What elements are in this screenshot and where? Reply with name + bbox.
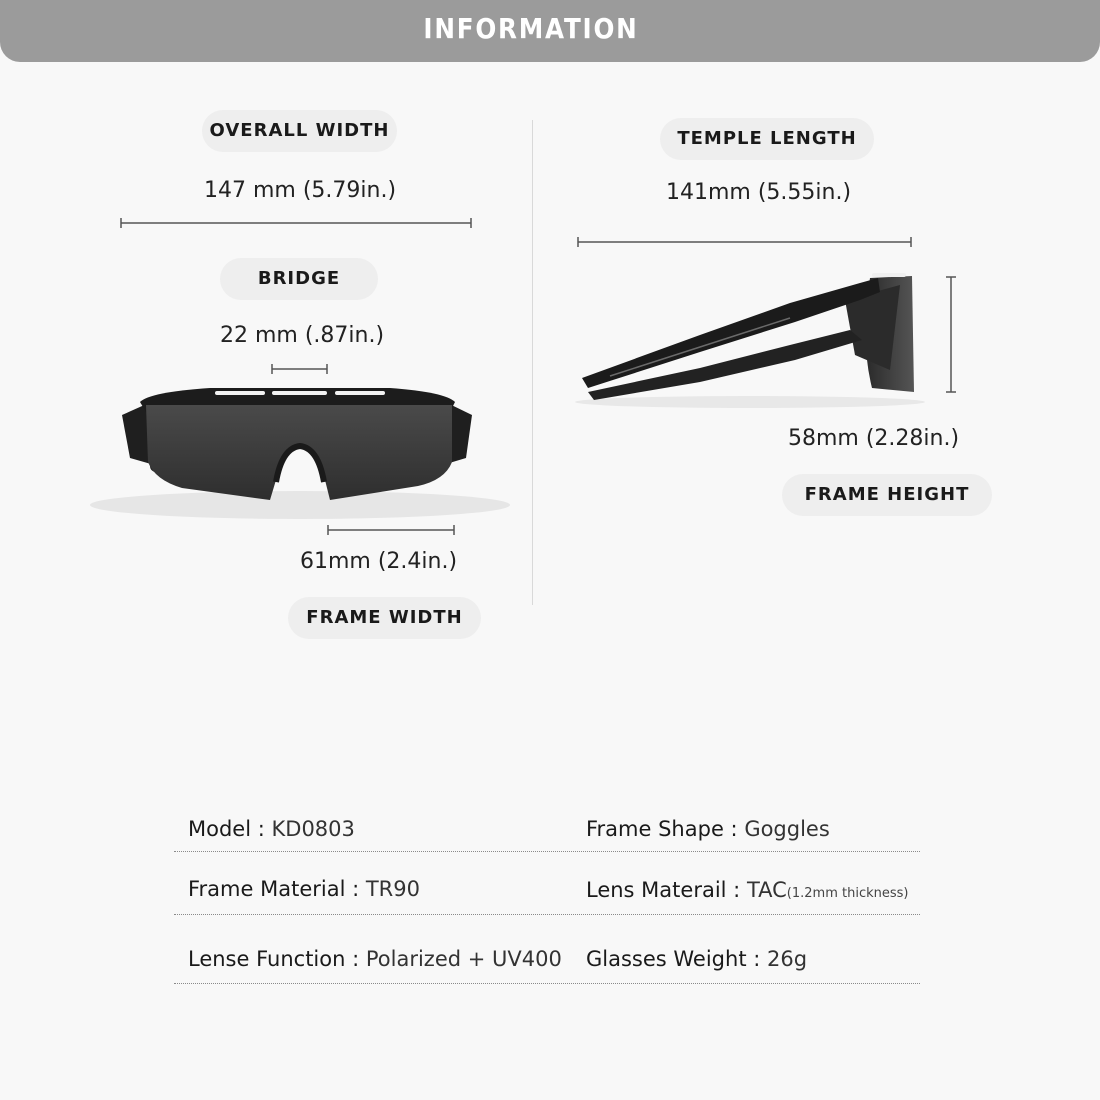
spec-lense-function-value: Polarized + UV400 — [365, 947, 562, 971]
spec-glasses-weight-label: Glasses Weight : — [586, 947, 761, 971]
spec-lens-material-value: TAC — [746, 878, 787, 902]
spec-row-divider — [174, 914, 920, 915]
spec-lense-function-label: Lense Function : — [188, 947, 360, 971]
spec-model-label: Model : — [188, 817, 265, 841]
spec-row-divider — [174, 983, 920, 984]
frame-height-label: FRAME HEIGHT — [782, 474, 992, 516]
spec-model — [188, 817, 355, 841]
spec-frame-shape-label: Frame Shape : — [586, 817, 738, 841]
spec-frame-material-label: Frame Material : — [188, 877, 360, 901]
temple-length-label: TEMPLE LENGTH — [660, 118, 874, 160]
overall-width-label: OVERALL WIDTH — [202, 110, 397, 152]
side-view-glasses — [575, 273, 925, 408]
spec-lens-material — [586, 878, 908, 902]
bridge-label: BRIDGE — [220, 258, 378, 300]
spec-lense-function — [188, 947, 562, 971]
spec-glasses-weight-value: 26g — [767, 947, 808, 971]
overall-width-value: 147 mm (5.79in.) — [204, 178, 397, 203]
front-view-glasses — [90, 388, 510, 519]
spec-lens-material-note: (1.2mm thickness) — [786, 886, 909, 901]
spec-frame-material-value: TR90 — [365, 877, 420, 901]
frame-height-value: 58mm (2.28in.) — [788, 426, 960, 451]
bridge-dimension-line — [272, 364, 327, 374]
spec-glasses-weight — [586, 947, 807, 971]
frame-height-dimension-line — [946, 277, 956, 392]
spec-frame-shape — [586, 817, 830, 841]
frame-width-dimension-line — [328, 525, 454, 535]
temple-length-value: 141mm (5.55in.) — [666, 180, 852, 205]
spec-frame-shape-value: Goggles — [744, 817, 830, 841]
bridge-value: 22 mm (.87in.) — [220, 323, 385, 348]
spec-model-value: KD0803 — [271, 817, 355, 841]
spec-row-divider — [174, 851, 920, 852]
temple-length-dimension-line — [578, 237, 911, 247]
frame-width-label: FRAME WIDTH — [288, 597, 481, 639]
spec-frame-material — [188, 877, 420, 901]
spec-lens-material-label: Lens Materail : — [586, 878, 741, 902]
frame-width-value: 61mm (2.4in.) — [300, 549, 458, 574]
overall-width-dimension-line — [121, 218, 471, 228]
page-title: INFORMATION — [423, 12, 639, 45]
